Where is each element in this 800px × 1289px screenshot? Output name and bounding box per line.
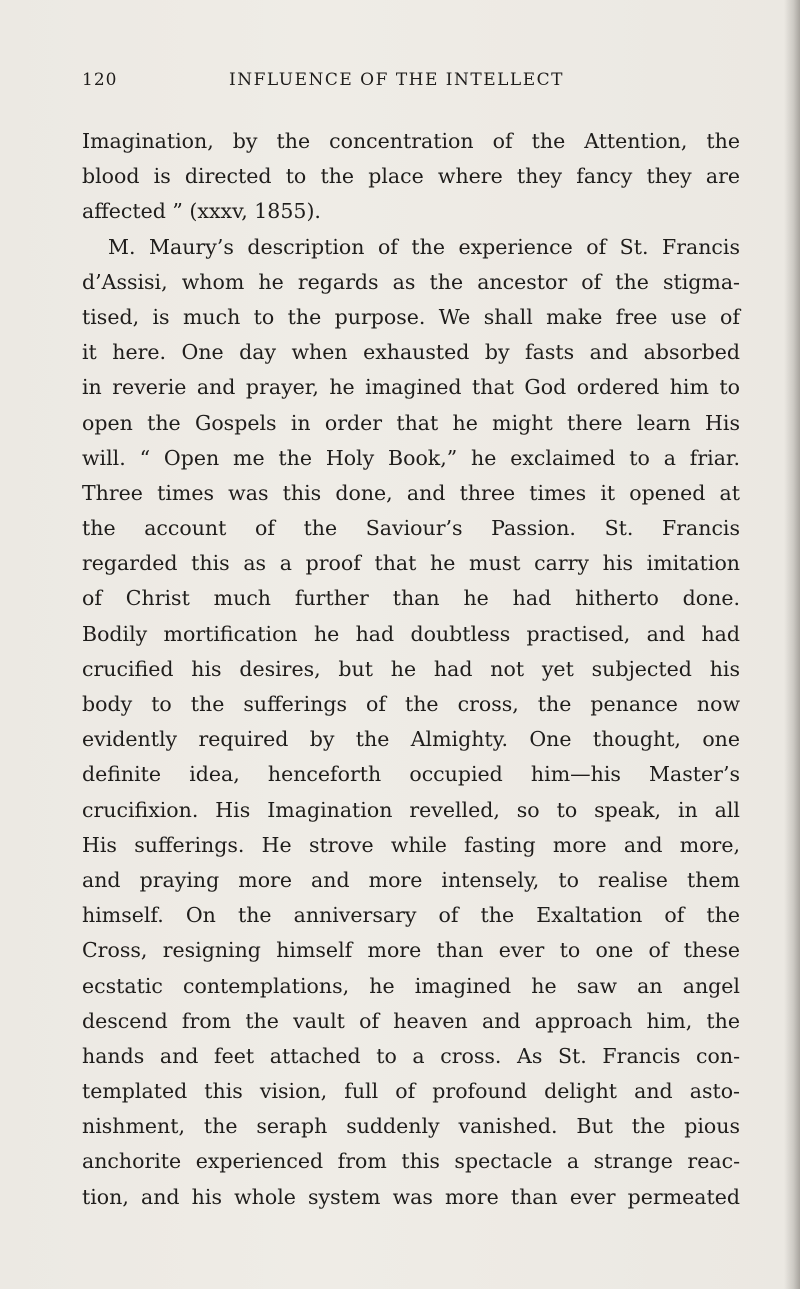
text-line: crucified his desires, but he had not yet subjected his (82, 656, 740, 681)
text-line: Three times was this done, and three times it opened at (82, 480, 740, 505)
text-line: ecstatic contemplations, he imagined he saw an angel (82, 973, 740, 998)
text-line: it here. One day when exhausted by fasts and absorbed (82, 340, 740, 365)
text-line: himself. On the anniversary of the Exaltation of the (82, 903, 740, 928)
text-line: Bodily mortification he had doubtless practised, and had (82, 621, 740, 646)
text-line: definite idea, henceforth occupied him—his Master’s (82, 762, 740, 787)
body-text (82, 124, 740, 1215)
text-line: blood is directed to the place where they fancy they are (82, 164, 740, 189)
text-line: regarded this as a proof that he must carry his imitation (82, 551, 740, 576)
text-line: of Christ much further than he had hitherto done. (82, 586, 740, 611)
text-line: the account of the Saviour’s Passion. St. Francis (82, 516, 740, 541)
text-line: anchorite experienced from this spectacle a strange reac- (82, 1149, 740, 1174)
text-line: will. “ Open me the Holy Book,” he exclaimed to a friar. (82, 445, 740, 470)
text-line: tion, and his whole system was more than ever permeated (82, 1184, 740, 1209)
text-line: and praying more and more intensely, to realise them (82, 867, 740, 892)
text-line: crucifixion. His Imagination revelled, so to speak, in all (82, 797, 740, 822)
text-line: in reverie and prayer, he imagined that God ordered him to (82, 375, 740, 400)
text-line: M. Maury’s description of the experience of St. Francis (108, 234, 740, 259)
text-line: tised, is much to the purpose. We shall make free use of (82, 304, 740, 329)
text-line: affected ” (xxxv, 1855). (82, 199, 321, 224)
text-line: hands and feet attached to a cross. As St. Francis con- (82, 1043, 740, 1068)
text-line: open the Gospels in order that he might there learn His (82, 410, 740, 435)
text-line: His sufferings. He strove while fasting more and more, (82, 832, 740, 857)
text-line: descend from the vault of heaven and approach him, the (82, 1008, 740, 1033)
page-number: 120 (82, 70, 118, 90)
text-line: d’Assisi, whom he regards as the ancestor of the stigma- (82, 269, 740, 294)
text-line: nishment, the seraph suddenly vanished. But the pious (82, 1114, 740, 1139)
page-edge-shadow (784, 0, 800, 1289)
running-head: INFLUENCE OF THE INTELLECT (229, 70, 564, 90)
text-line: evidently required by the Almighty. One thought, one (82, 727, 740, 752)
text-line: templated this vision, full of profound delight and asto- (82, 1079, 740, 1104)
text-line: body to the sufferings of the cross, the penance now (82, 692, 740, 716)
text-line: Imagination, by the concentration of the Attention, the (82, 129, 740, 153)
text-line: Cross, resigning himself more than ever to one of these (82, 938, 740, 963)
page-header (82, 70, 742, 100)
